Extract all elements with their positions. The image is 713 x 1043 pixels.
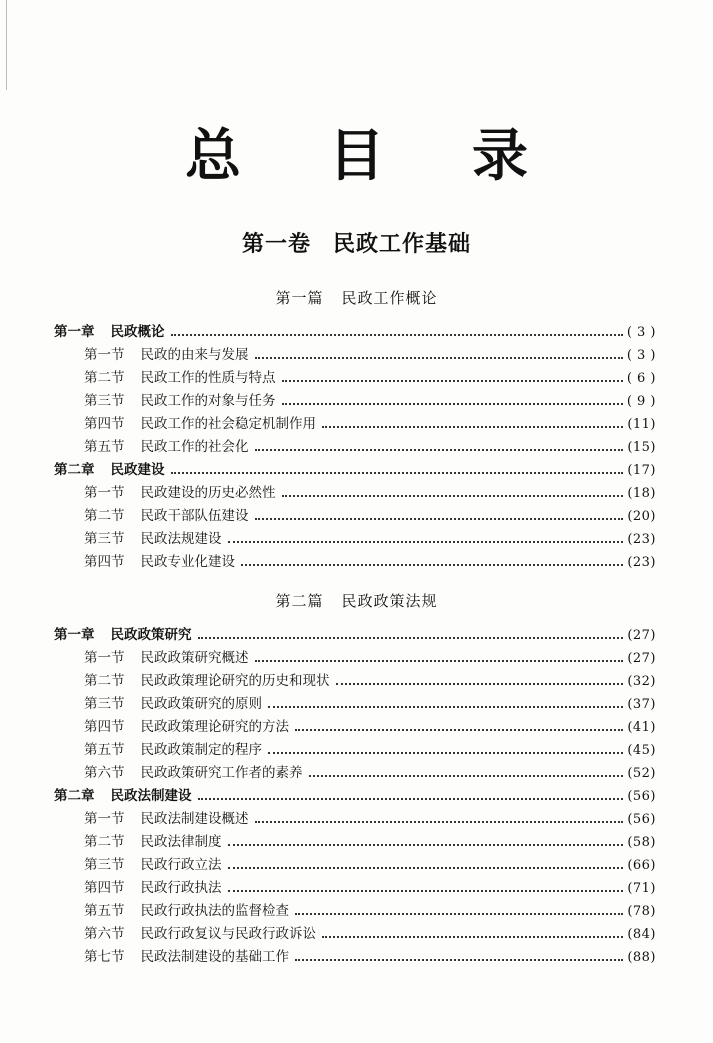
dot-leader: [228, 890, 624, 892]
entry-number: 第三节: [84, 857, 125, 873]
dot-leader: [282, 403, 623, 405]
entry-number: 第三节: [84, 696, 125, 712]
entry-number: 第一节: [84, 811, 125, 827]
toc-section-row: [84, 340, 656, 363]
entry-page-number: (71): [627, 881, 656, 896]
part-name: 民政政策法规: [341, 592, 438, 610]
entry-title: 民政法规建设: [140, 531, 222, 547]
entry-number: 第二节: [84, 370, 125, 386]
dot-leader: [241, 564, 623, 566]
entry-page-number: (27): [627, 628, 656, 643]
part-label: 第二篇: [275, 592, 324, 610]
volume-heading: [0, 227, 713, 258]
entry-number: 第七节: [84, 949, 125, 965]
part-heading: [0, 287, 713, 308]
dot-leader: [268, 706, 623, 708]
entry-page-number: (78): [627, 904, 656, 919]
dot-leader: [295, 959, 623, 961]
toc-section-row: [84, 432, 656, 455]
entry-title: 民政建设的历史必然性: [140, 485, 276, 501]
toc-section-row: [84, 804, 656, 827]
entry-title: 民政政策理论研究的历史和现状: [140, 673, 330, 689]
entry-title: 民政政策研究概述: [140, 650, 249, 666]
dot-leader: [228, 867, 624, 869]
toc-section-row: [84, 689, 656, 712]
dot-leader: [268, 752, 623, 754]
entry-number: 第一章: [54, 324, 95, 340]
entry-title: 民政的由来与发展: [140, 347, 249, 363]
toc-section-row: [84, 735, 656, 758]
entry-title: 民政专业化建设: [140, 554, 235, 570]
entry-title: 民政法制建设的基础工作: [140, 949, 289, 965]
toc-section-row: [84, 666, 656, 689]
dot-leader: [282, 495, 624, 497]
entry-page-number: (41): [627, 720, 656, 735]
toc-section-row: [84, 643, 656, 666]
entry-page-number: (18): [627, 486, 656, 501]
part-heading: [0, 590, 713, 611]
entry-number: 第二章: [54, 788, 95, 804]
entry-title: 民政概论: [110, 324, 165, 340]
entry-page-number: (37): [627, 697, 656, 712]
toc-section-row: [84, 919, 656, 942]
toc-section-row: [84, 524, 656, 547]
toc-section-row: [84, 758, 656, 781]
entry-title: 民政工作的社会化: [140, 439, 249, 455]
dot-leader: [255, 821, 624, 823]
toc-chapter-row: [54, 781, 656, 804]
entry-title: 民政行政执法的监督检查: [140, 903, 289, 919]
toc-section-row: [84, 873, 656, 896]
entry-number: 第四节: [84, 880, 125, 896]
toc-section-row: [84, 363, 656, 386]
dot-leader: [228, 844, 624, 846]
toc-chapter-row: [54, 317, 656, 340]
toc-section-row: [84, 409, 656, 432]
dot-leader: [255, 518, 624, 520]
toc-section-row: [84, 547, 656, 570]
entry-page-number: ( 3 ): [626, 348, 656, 363]
entry-page-number: (23): [627, 555, 656, 570]
dot-leader: [322, 426, 623, 428]
entry-number: 第一节: [84, 650, 125, 666]
volume-name: 民政工作基础: [333, 232, 472, 257]
entry-title: 民政工作的对象与任务: [140, 393, 276, 409]
entry-title: 民政工作的社会稳定机制作用: [140, 416, 316, 432]
entry-page-number: ( 6 ): [626, 371, 656, 386]
entry-page-number: (11): [627, 417, 656, 432]
volume-label: 第一卷: [241, 232, 311, 257]
entry-title: 民政法制建设概述: [140, 811, 249, 827]
entry-page-number: (20): [627, 509, 656, 524]
entry-title: 民政工作的性质与特点: [140, 370, 276, 386]
entry-number: 第五节: [84, 903, 125, 919]
toc-chapter-row: [54, 455, 656, 478]
entry-title: 民政行政执法: [140, 880, 222, 896]
dot-leader: [309, 775, 624, 777]
toc-section-row: [84, 827, 656, 850]
entry-title: 民政法律制度: [140, 834, 222, 850]
entry-number: 第二节: [84, 673, 125, 689]
part-name: 民政工作概论: [341, 289, 438, 307]
toc-section-row: [84, 942, 656, 965]
entry-number: 第二节: [84, 508, 125, 524]
entry-page-number: ( 9 ): [626, 394, 656, 409]
dot-leader: [336, 683, 624, 685]
entry-number: 第一章: [54, 627, 95, 643]
entry-page-number: (45): [627, 743, 656, 758]
entry-page-number: (27): [627, 651, 656, 666]
entry-title: 民政政策制定的程序: [140, 742, 262, 758]
entry-page-number: (88): [627, 950, 656, 965]
entry-number: 第三节: [84, 393, 125, 409]
entry-number: 第五节: [84, 742, 125, 758]
toc-section-row: [84, 712, 656, 735]
toc-chapter-row: [54, 620, 656, 643]
entry-title: 民政政策研究工作者的素养: [140, 765, 303, 781]
dot-leader: [295, 913, 623, 915]
dot-leader: [295, 729, 623, 731]
entry-number: 第三节: [84, 531, 125, 547]
entry-title: 民政政策理论研究的方法: [140, 719, 289, 735]
entry-page-number: (56): [627, 812, 656, 827]
entry-page-number: ( 3 ): [626, 325, 656, 340]
entry-page-number: (23): [627, 532, 656, 547]
entry-title: 民政政策研究的原则: [140, 696, 262, 712]
entry-number: 第六节: [84, 926, 125, 942]
toc-section-row: [84, 850, 656, 873]
entry-number: 第四节: [84, 416, 125, 432]
entry-number: 第四节: [84, 554, 125, 570]
dot-leader: [198, 637, 624, 639]
toc-section-row: [84, 501, 656, 524]
entry-title: 民政建设: [110, 462, 165, 478]
dot-leader: [282, 380, 623, 382]
entry-page-number: (52): [627, 766, 656, 781]
dot-leader: [255, 660, 624, 662]
entry-title: 民政政策研究: [110, 627, 192, 643]
entry-number: 第二节: [84, 834, 125, 850]
entry-number: 第二章: [54, 462, 95, 478]
dot-leader: [171, 472, 624, 474]
entry-number: 第一节: [84, 347, 125, 363]
dot-leader: [198, 798, 624, 800]
entry-title: 民政行政复议与民政行政诉讼: [140, 926, 316, 942]
entry-title: 民政法制建设: [110, 788, 192, 804]
entry-number: 第六节: [84, 765, 125, 781]
entry-title: 民政干部队伍建设: [140, 508, 249, 524]
toc-section-row: [84, 478, 656, 501]
toc-section-row: [84, 896, 656, 919]
entry-title: 民政行政立法: [140, 857, 222, 873]
entry-number: 第四节: [84, 719, 125, 735]
entry-number: 第五节: [84, 439, 125, 455]
dot-leader: [255, 449, 624, 451]
scan-edge-line: [6, 0, 7, 90]
dot-leader: [228, 541, 624, 543]
part-label: 第一篇: [275, 289, 324, 307]
dot-leader: [322, 936, 623, 938]
entry-number: 第一节: [84, 485, 125, 501]
entry-page-number: (66): [627, 858, 656, 873]
toc-section-row: [84, 386, 656, 409]
dot-leader: [255, 357, 623, 359]
entry-page-number: (56): [627, 789, 656, 804]
entry-page-number: (15): [627, 440, 656, 455]
entry-page-number: (17): [627, 463, 656, 478]
entry-page-number: (58): [627, 835, 656, 850]
entry-page-number: (84): [627, 927, 656, 942]
dot-leader: [171, 334, 623, 336]
page-title: 总 目 录: [185, 124, 562, 189]
entry-page-number: (32): [627, 674, 656, 689]
